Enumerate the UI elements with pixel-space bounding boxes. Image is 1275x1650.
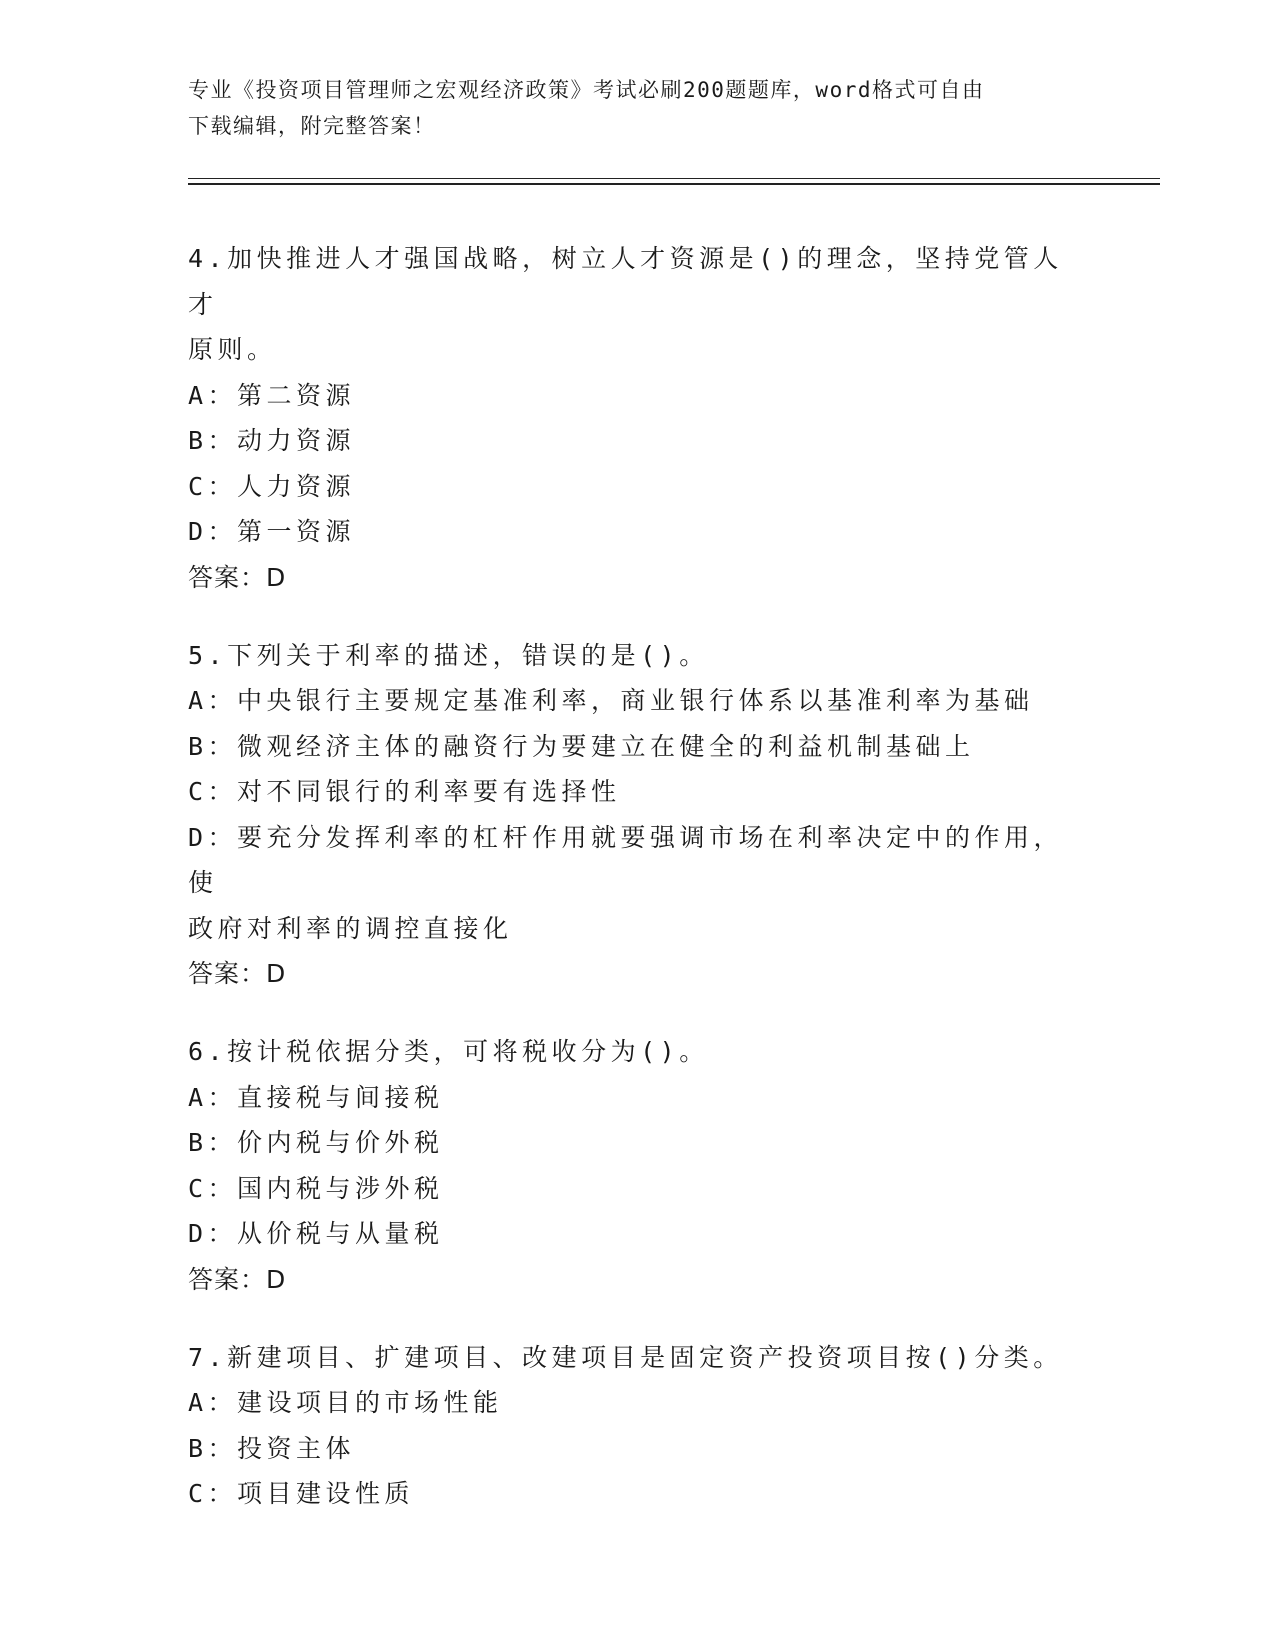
question-stem-line: 原则。: [188, 335, 277, 364]
option-b: B：价内税与价外税: [188, 1128, 444, 1157]
option-c: C：对不同银行的利率要有选择性: [188, 777, 621, 806]
question-stem-line: 5.下列关于利率的描述，错误的是()。: [188, 640, 709, 670]
option-d: D：要充分发挥利率的杠杆作用就要强调市场在利率决定中的作用，使: [188, 822, 1064, 897]
option-c: C：国内税与涉外税: [188, 1173, 444, 1203]
option-c: C：人力资源: [188, 471, 356, 501]
option-d: D：第一资源: [188, 517, 356, 546]
question-stem-line: 6.按计税依据分类，可将税收分为()。: [188, 1037, 709, 1066]
question-7: [188, 1335, 1088, 1517]
option-d-continued: 政府对利率的调控直接化: [188, 913, 513, 943]
question-list: [188, 236, 1088, 1549]
header-line-2: 下载编辑，附完整答案！: [188, 114, 436, 138]
option-b: B：动力资源: [188, 426, 356, 455]
document-header: [188, 72, 1088, 144]
option-a: A：直接税与间接税: [188, 1082, 444, 1112]
option-a: A：建设项目的市场性能: [188, 1388, 503, 1417]
answer-line: 答案：D: [188, 562, 287, 592]
header-divider-thin: [188, 178, 1160, 179]
option-b: B：微观经济主体的融资行为要建立在健全的利益机制基础上: [188, 731, 975, 761]
question-6: [188, 1029, 1088, 1303]
question-stem-line: 7.新建项目、扩建项目、改建项目是固定资产投资项目按()分类。: [188, 1342, 1063, 1372]
header-line-1: 专业《投资项目管理师之宏观经济政策》考试必刷200题题库，word格式可自由: [188, 78, 985, 102]
option-d: D：从价税与从量税: [188, 1219, 444, 1248]
question-4: [188, 236, 1088, 601]
option-b: B：投资主体: [188, 1433, 356, 1463]
question-5: [188, 633, 1088, 998]
answer-line: 答案：D: [188, 959, 287, 988]
question-stem-line: 4.加快推进人才强国战略，树立人才资源是()的理念，坚持党管人才: [188, 244, 1063, 319]
answer-line: 答案：D: [188, 1264, 287, 1294]
option-c: C：项目建设性质: [188, 1479, 415, 1508]
header-divider-thick: [188, 183, 1160, 185]
option-a: A：第二资源: [188, 380, 356, 410]
option-a: A：中央银行主要规定基准利率，商业银行体系以基准利率为基础: [188, 686, 1034, 715]
